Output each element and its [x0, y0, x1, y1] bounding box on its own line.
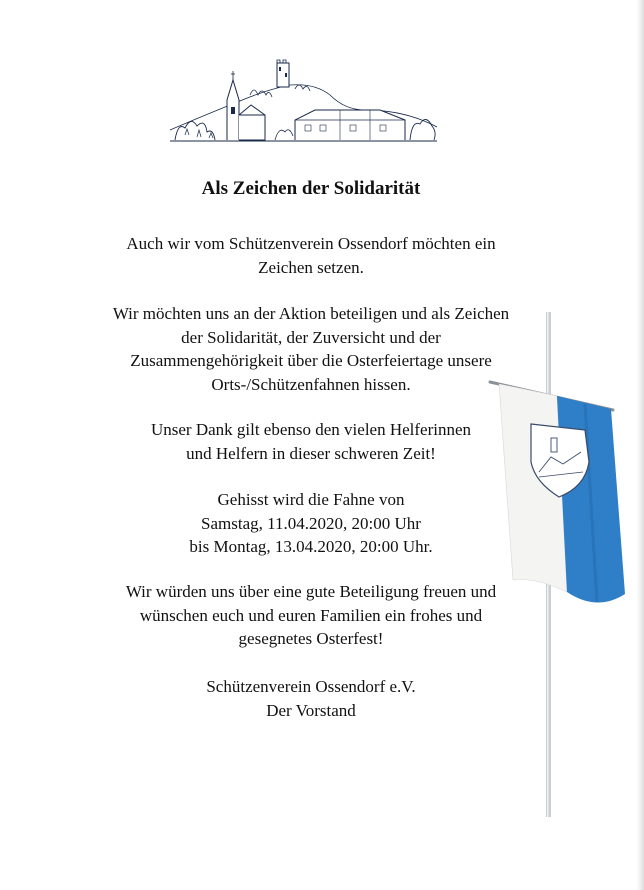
- text-line: Auch wir vom Schützenverein Ossendorf möchten ein: [126, 234, 496, 253]
- text-line: Zusammengehörigkeit über die Osterfeiertage unsere: [130, 351, 492, 370]
- text-line: und Helfern in dieser schweren Zeit!: [186, 443, 436, 463]
- club-name: Schützenverein Ossendorf e.V.: [206, 677, 416, 696]
- text-line: Gehisst wird die Fahne von: [217, 490, 405, 509]
- text-line: Samstag, 11.04.2020, 20:00 Uhr: [201, 513, 421, 533]
- text-line: gesegnetes Osterfest!: [238, 629, 384, 648]
- text-line: Orts-/Schützenfahnen hissen.: [211, 374, 411, 394]
- text-line: Unser Dank gilt ebenso den vielen Helferinnen: [150, 420, 472, 439]
- page-title: Als Zeichen der Solidarität: [201, 178, 421, 199]
- text-line: wünschen euch und euren Familien ein frohes und: [139, 605, 483, 625]
- page-edge: [636, 0, 644, 890]
- text-line: Zeichen setzen.: [258, 257, 364, 277]
- signatory: Der Vorstand: [266, 700, 356, 720]
- paragraph-intro: [40, 232, 582, 279]
- text-line: Wir möchten uns an der Aktion beteiligen und als Zeichen: [112, 304, 510, 323]
- flag-on-pole-image: [485, 312, 635, 817]
- text-line: der Solidarität, der Zuversicht und der: [181, 327, 441, 347]
- text-line: bis Montag, 13.04.2020, 20:00 Uhr.: [189, 537, 433, 556]
- village-sketch-illustration: [165, 55, 440, 145]
- text-line: Wir würden uns über eine gute Beteiligung freuen und: [125, 582, 497, 601]
